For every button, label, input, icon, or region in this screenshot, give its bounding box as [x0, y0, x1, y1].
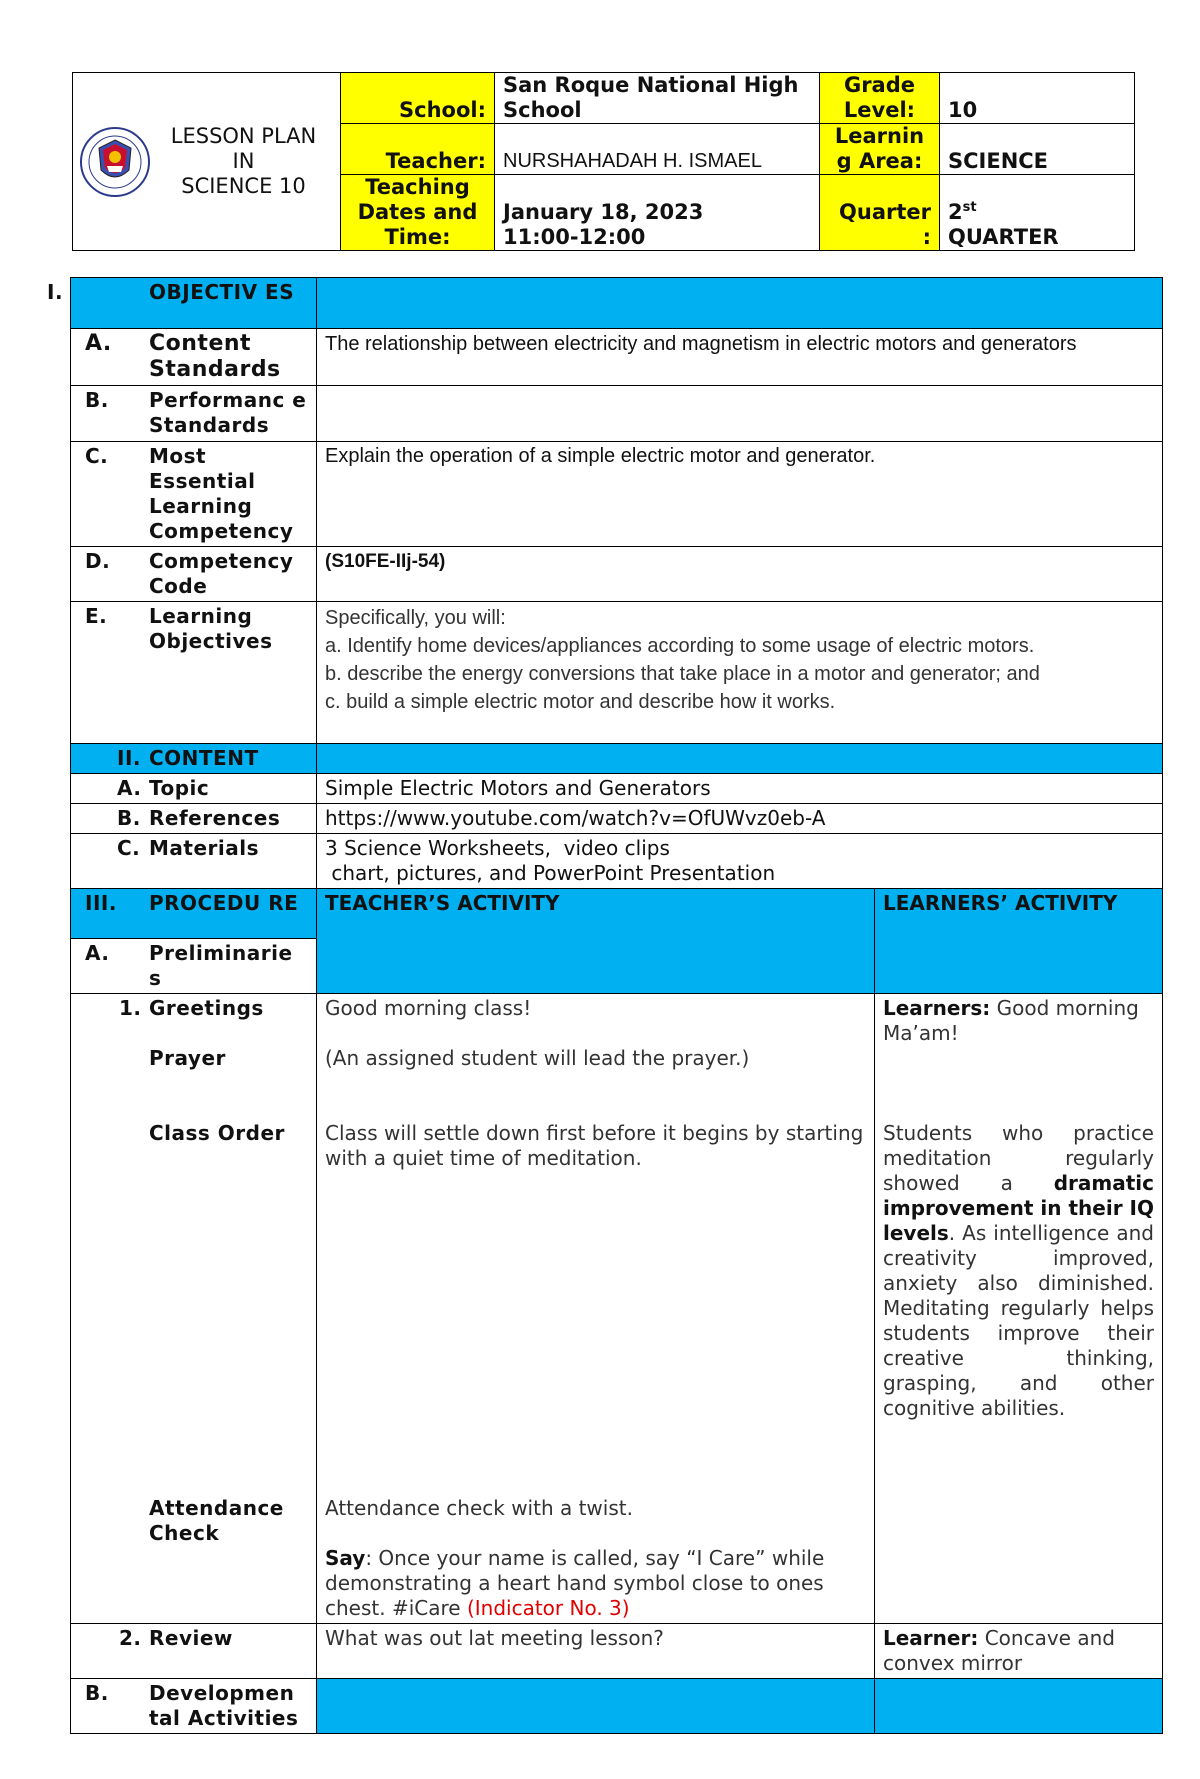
section-number: II.	[117, 746, 141, 770]
meditation-text-post: . As intelligence and creativity improved, anxiety also diminished. Meditating regularly helps students improve their creative thinking, grasping, and other cognitive abilities.	[883, 1221, 1154, 1420]
quarter-label: Quarter :	[820, 175, 940, 251]
melc-row	[71, 442, 1163, 547]
materials-line-1: 3 Science Worksheets, video clips	[325, 836, 670, 860]
teacher-review: What was out lat meeting lesson?	[317, 1624, 875, 1679]
teacher-activity-header: TEACHER’S ACTIVITY	[317, 889, 875, 994]
materials-value	[317, 834, 1163, 889]
competency-code-label	[71, 547, 317, 602]
item-label: Competency Code	[149, 549, 294, 598]
developmental-learner-blank	[875, 1679, 1163, 1734]
materials-line-2: chart, pictures, and PowerPoint Presentation	[325, 861, 776, 885]
learners-label: Learners:	[883, 996, 991, 1020]
grade-level-label: Grade Level:	[820, 73, 940, 124]
item-label: Performanc e Standards	[149, 388, 307, 437]
materials-label	[71, 834, 317, 889]
prayer-label: Prayer	[149, 1046, 226, 1070]
references-link[interactable]: https://www.youtube.com/watch?v=OfUWvz0eb-A	[317, 804, 1163, 834]
review-label	[71, 1624, 317, 1679]
section-number: III.	[85, 891, 117, 915]
melc-label	[71, 442, 317, 547]
teacher-greeting: Good morning class!	[325, 996, 532, 1020]
learning-area-value: SCIENCE	[940, 124, 1135, 175]
attendance-check-label: Attendance Check	[149, 1496, 284, 1545]
section-number: I.	[47, 280, 64, 304]
preliminaries-body-row	[71, 994, 1163, 1624]
learner-review	[875, 1624, 1163, 1679]
learner-greeting	[883, 996, 1154, 1121]
performance-standards-value	[317, 386, 1163, 442]
objective-item: a. Identify home devices/appliances according to some usage of electric motors.	[325, 635, 1035, 657]
objectives-section-label	[47, 278, 317, 329]
references-row	[71, 804, 1163, 834]
learner-activity-header: LEARNERS’ ACTIVITY	[875, 889, 1163, 994]
learner-class-order	[883, 1121, 1154, 1421]
item-label: Preliminarie s	[149, 941, 293, 990]
teaching-dates-value	[495, 175, 820, 251]
item-letter: E.	[85, 604, 108, 628]
topic-label	[71, 774, 317, 804]
teacher-value: NURSHAHADAH H. ISMAEL	[495, 124, 820, 175]
review-label-text: Review	[149, 1626, 233, 1650]
item-label: Most Essential Learning Competency	[149, 444, 294, 543]
say-text: : Once your name is called, say “I Care” while demonstrating a heart hand symbol close to ones chest. #iCare	[325, 1546, 825, 1620]
indicator-note: (Indicator No. 3)	[466, 1596, 630, 1620]
learning-area-label: Learnin g Area:	[820, 124, 940, 175]
teacher-prayer: (An assigned student will lead the prayer.)	[325, 1046, 750, 1070]
teaching-dates-label: Teaching Dates and Time:	[341, 175, 495, 251]
objectives-section-blank	[317, 278, 1163, 329]
developmental-row	[71, 1679, 1163, 1734]
header-title-cell	[73, 73, 341, 251]
learner-preliminaries	[875, 994, 1163, 1624]
learner-review-text: Concave and convex mirror	[883, 1626, 1115, 1675]
teacher-attendance: Attendance check with a twist.	[325, 1496, 633, 1520]
teacher-attendance-say	[325, 1546, 866, 1621]
teaching-date: January 18, 2023	[503, 200, 704, 224]
competency-code-value: (S10FE-IIj-54)	[317, 547, 1163, 602]
learner-label: Learner:	[883, 1626, 979, 1650]
class-order-label: Class Order	[149, 1121, 285, 1145]
header-table	[72, 72, 1135, 251]
content-section-row	[71, 744, 1163, 774]
objective-item: c. build a simple electric motor and describe how it works.	[325, 691, 836, 713]
step-number: 1.	[119, 996, 142, 1020]
learning-objectives-row	[71, 602, 1163, 744]
melc-value: Explain the operation of a simple electric motor and generator.	[317, 442, 1163, 547]
objectives-section-row	[71, 278, 1163, 329]
content-standards-label	[71, 329, 317, 386]
objective-item: b. describe the energy conversions that take place in a motor and generator; and	[325, 663, 1040, 685]
item-letter: D.	[85, 549, 111, 573]
lesson-plan-table	[47, 277, 1163, 1734]
item-label: References	[149, 806, 281, 830]
header-title-line-2: IN	[232, 149, 255, 173]
learning-objectives-label	[71, 602, 317, 744]
developmental-label	[71, 1679, 317, 1734]
item-letter: C.	[117, 836, 141, 860]
item-label: Developmen tal Activities	[149, 1681, 299, 1730]
school-value: San Roque National High School	[495, 73, 820, 124]
preliminaries-label	[71, 939, 317, 994]
meditation-text-pre: Students who practice meditation regularly showed a	[883, 1121, 1154, 1195]
meditation-text-bold: dramatic improvement in their IQ levels	[883, 1171, 1154, 1245]
greetings-label: Greetings	[149, 996, 264, 1020]
step-number: 2.	[119, 1626, 142, 1650]
content-section-blank	[317, 744, 1163, 774]
deped-seal-logo	[79, 126, 151, 198]
item-label: Content Standards	[149, 331, 281, 382]
learning-objectives-value	[317, 602, 1163, 744]
say-label: Say	[325, 1546, 366, 1570]
grade-level-value: 10	[940, 73, 1135, 124]
item-label: Learning Objectives	[149, 604, 273, 653]
procedure-section-label	[71, 889, 317, 939]
item-letter: A.	[85, 941, 110, 965]
section-title: OBJECTIV ES	[149, 280, 295, 304]
item-letter: C.	[85, 444, 109, 468]
item-label: Materials	[149, 836, 259, 860]
item-letter: A.	[85, 331, 112, 356]
teacher-preliminaries	[317, 994, 875, 1624]
section-title: PROCEDU RE	[149, 891, 299, 915]
school-label: School:	[341, 73, 495, 124]
quarter-suffix: st	[962, 200, 977, 215]
teacher-label: Teacher:	[341, 124, 495, 175]
header-title-line-1: LESSON PLAN	[170, 124, 317, 148]
item-label: Topic	[149, 776, 210, 800]
objectives-intro: Specifically, you will:	[325, 607, 506, 629]
item-letter: A.	[117, 776, 142, 800]
teacher-class-order: Class will settle down first before it begins by starting with a quiet time of meditation.	[325, 1121, 864, 1170]
content-section-label	[71, 744, 317, 774]
item-letter: B.	[85, 388, 109, 412]
competency-code-row	[71, 547, 1163, 602]
content-standards-value: The relationship between electricity and magnetism in electric motors and generators	[317, 329, 1163, 386]
references-label	[71, 804, 317, 834]
topic-value: Simple Electric Motors and Generators	[317, 774, 1163, 804]
performance-standards-label	[71, 386, 317, 442]
materials-row	[71, 834, 1163, 889]
section-title: CONTENT	[149, 746, 259, 770]
learners-greeting-text: Good morning Ma’am!	[883, 996, 1139, 1045]
preliminaries-steps	[71, 994, 317, 1624]
item-letter: B.	[85, 1681, 109, 1705]
item-letter: B.	[117, 806, 141, 830]
quarter-value	[940, 175, 1135, 251]
performance-standards-row	[71, 386, 1163, 442]
developmental-teacher-blank	[317, 1679, 875, 1734]
procedure-section-row	[71, 889, 1163, 939]
teaching-time: 11:00-12:00	[503, 225, 646, 249]
topic-row	[71, 774, 1163, 804]
quarter-word: QUARTER	[948, 225, 1059, 249]
quarter-number: 2	[948, 200, 963, 224]
header-title-line-3: SCIENCE 10	[181, 174, 306, 198]
review-row	[71, 1624, 1163, 1679]
content-standards-row	[71, 329, 1163, 386]
